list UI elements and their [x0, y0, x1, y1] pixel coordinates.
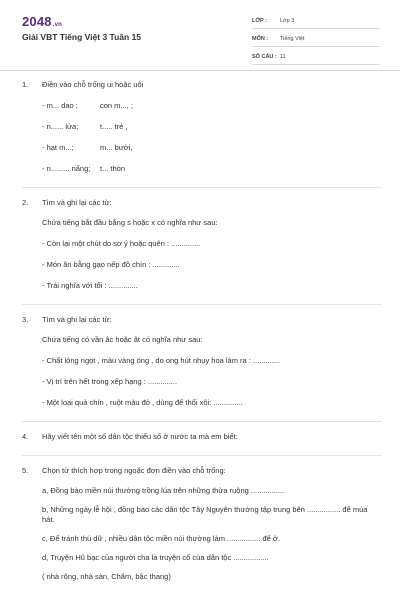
- question-body: [42, 432, 382, 442]
- question-5: [22, 466, 382, 582]
- question-item: - Một loại quả chín , ruột màu đỏ , dùng để thổi xôi: ..............: [42, 398, 243, 407]
- question-intro: Chứa tiếng có vần âc hoặc ât có nghĩa như sau:: [42, 335, 203, 344]
- meta-value: Tiếng Việt: [280, 36, 305, 42]
- blank-pair: [42, 101, 382, 111]
- blank-pair: [42, 122, 382, 132]
- header-divider: [0, 70, 400, 71]
- question-item: - Còn lại một chút do sơ ý hoặc quên : ..............: [42, 239, 201, 248]
- question-title: Tìm và ghi lại các từ:: [42, 198, 112, 207]
- question-body: [42, 466, 382, 582]
- question-item: b, Những ngày lễ hội , đồng bào các dân tộc Tây Nguyên thường tập trung bên ................ để múa hát.: [42, 505, 368, 524]
- question-3: [22, 315, 382, 408]
- blank-item: con m..., ;: [100, 101, 133, 110]
- question-title: Hãy viết tên một số dân tộc thiểu số ở nước ta mà em biết:: [42, 432, 238, 441]
- document-title: Giải VBT Tiếng Việt 3 Tuần 15: [22, 32, 142, 42]
- blank-item: - m... dao ;: [42, 101, 78, 110]
- blank-item: - hạt m...;: [42, 143, 74, 152]
- question-item: c, Để tránh thú dữ , nhiều dân tộc miền núi thường làm ................ để ở.: [42, 534, 280, 543]
- blank-pair: [42, 143, 382, 153]
- question-item: - Trái nghĩa với tối : ..............: [42, 281, 138, 290]
- question-number: 3.: [22, 315, 29, 324]
- meta-label: SỐ CÂU :: [252, 54, 277, 60]
- question-divider: [22, 187, 382, 188]
- question-intro: Chứa tiếng bắt đầu bằng s hoặc x có nghĩa như sau:: [42, 218, 218, 227]
- blank-item: - n......... nấng;: [42, 164, 91, 173]
- question-divider: [22, 421, 382, 422]
- meta-row-subject: [252, 32, 380, 47]
- question-number: 1.: [22, 80, 29, 89]
- question-number: 2.: [22, 198, 29, 207]
- question-1: [22, 80, 382, 174]
- blank-item: t... thòn: [100, 164, 126, 173]
- meta-label: MÔN :: [252, 36, 269, 42]
- word-bank: ( nhà rông, nhà sàn, Chăm, bậc thang): [42, 572, 171, 581]
- question-item: - Vị trí trên hết trong xếp hạng : ..............: [42, 377, 178, 386]
- question-body: [42, 80, 382, 174]
- meta-value: 11: [280, 54, 286, 60]
- brand-name: 2048: [22, 14, 52, 29]
- question-4: [22, 432, 382, 442]
- meta-row-class: [252, 14, 380, 29]
- meta-label: LỚP :: [252, 18, 267, 24]
- brand-suffix: .vn: [52, 22, 63, 28]
- meta-value: Lớp 3: [280, 18, 295, 24]
- meta-row-count: [252, 50, 380, 65]
- question-title: Tìm và ghi lại các từ:: [42, 315, 112, 324]
- meta-info: [252, 14, 380, 68]
- blank-item: - n...... lửa;: [42, 122, 79, 131]
- question-divider: [22, 304, 382, 305]
- question-number: 5.: [22, 466, 29, 475]
- blank-item: m... bưởi,: [100, 143, 133, 152]
- question-title: Chọn từ thích hợp trong ngoặc đơn điền vào chỗ trống:: [42, 466, 226, 475]
- page-header: [0, 0, 400, 70]
- question-item: - Chất lỏng ngọt , màu vàng óng , do ong hút nhụy hoa làm ra : .............: [42, 356, 281, 365]
- blank-pair: [42, 164, 382, 174]
- question-number: 4.: [22, 432, 29, 441]
- questions-area: [22, 80, 382, 582]
- question-body: [42, 315, 382, 408]
- site-logo[interactable]: [22, 14, 62, 29]
- question-divider: [22, 455, 382, 456]
- question-body: [42, 198, 382, 291]
- blank-item: t..... trẻ ,: [100, 122, 128, 131]
- question-item: d, Truyện Hũ bạc của người cha là truyện cổ của dân tộc .................: [42, 553, 269, 562]
- question-item: a, Đồng bào miền núi thường trồng lúa trên những thửa ruộng ................: [42, 486, 285, 495]
- question-item: - Món ăn bằng gạo nếp đồ chín : .............: [42, 260, 180, 269]
- question-2: [22, 198, 382, 291]
- question-title: Điền vào chỗ trống ui hoặc uôi: [42, 80, 144, 89]
